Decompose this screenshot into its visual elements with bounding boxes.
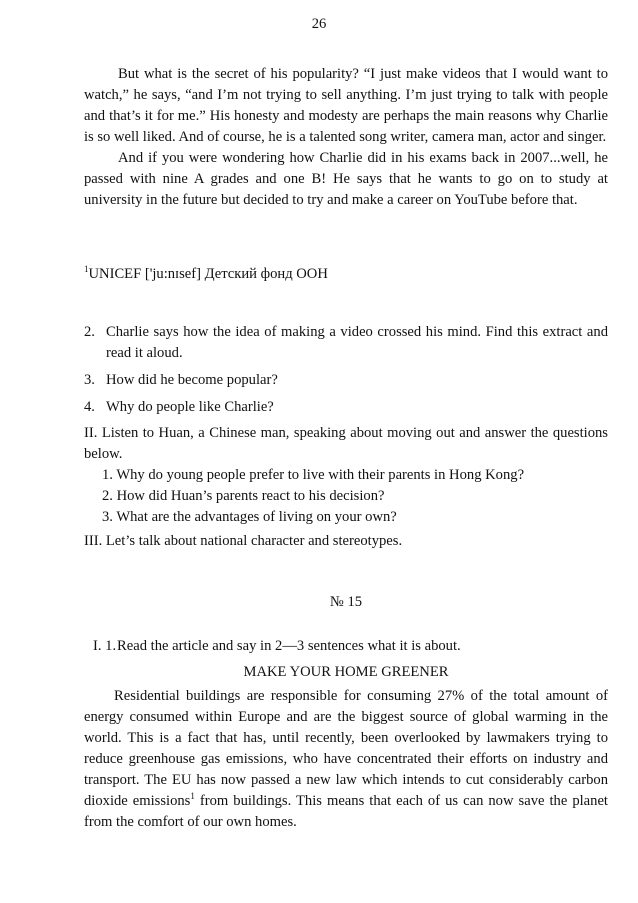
paragraph-popularity: But what is the secret of his popularity? “I just make videos that I would want to watch,” he says, “and I’m not trying to sell anything. I’m just trying to talk with people and that’s it for me.” His honesty and modesty are perhaps the main reasons why Charlie is so well liked. And of course, he is a talented song writer, camera man, actor and singer. — [84, 66, 608, 145]
footnote-marker: 1 — [190, 791, 195, 802]
article-body — [84, 686, 608, 833]
task-number: I. 1. — [93, 638, 117, 654]
question-list — [84, 322, 608, 424]
task-discussion: III. Let’s talk about national character and stereotypes. — [84, 533, 403, 549]
list-item: 3. What are the advantages of living on your own? — [102, 509, 397, 525]
list-item: 2. How did Huan’s parents react to his decision? — [102, 488, 385, 504]
article-text-part1: Residential buildings are responsible for consuming 27% of the total amount of energy consumed within Europe and are the biggest source of global warming in the world. This is a fact that has, until recently, been overlooked by lawmakers trying to reduce greenhouse gas emissions, who have concentrated their efforts on industry and transport. The EU has now passed a new law which intends to cut considerably carbon dioxide emissions — [84, 688, 608, 809]
section-heading: № 15 — [329, 594, 363, 610]
list-item — [84, 397, 608, 418]
article-continuation — [84, 64, 608, 211]
paragraph-exams: And if you were wondering how Charlie did in his exams back in 2007...well, he passed with nine A grades and one B! He says that he wants to go on to study at university in the future but decided to try and make a career on YouTube before that. — [84, 150, 608, 208]
question-text: Why do people like Charlie? — [106, 399, 274, 415]
list-item: 1. Why do young people prefer to live with their parents in Hong Kong? — [102, 467, 525, 483]
task-listening — [84, 423, 608, 528]
question-number: 3. — [84, 372, 95, 388]
question-text: Charlie says how the idea of making a video crossed his mind. Find this extract and read it aloud. — [106, 324, 608, 361]
page-number: 26 — [311, 16, 327, 32]
article-paragraph — [84, 686, 608, 833]
list-item — [84, 322, 608, 364]
article-title: MAKE YOUR HOME GREENER — [243, 664, 449, 680]
question-number: 4. — [84, 399, 95, 415]
task-listening-intro: II. Listen to Huan, a Chinese man, speaking about moving out and answer the questions below. — [84, 425, 608, 462]
question-number: 2. — [84, 324, 95, 340]
footnote-text: UNICEF ['ju:nɪsef] Детский фонд ООН — [88, 266, 328, 282]
footnote — [84, 264, 608, 285]
task-instruction: Read the article and say in 2—3 sentences what it is about. — [117, 638, 461, 654]
list-item — [84, 370, 608, 391]
article-text-part2: from buildings. This means that each of us can now save the planet from the comfort of our own homes. — [84, 793, 608, 830]
footnote-marker: 1 — [84, 264, 89, 275]
question-text: How did he become popular? — [106, 372, 278, 388]
